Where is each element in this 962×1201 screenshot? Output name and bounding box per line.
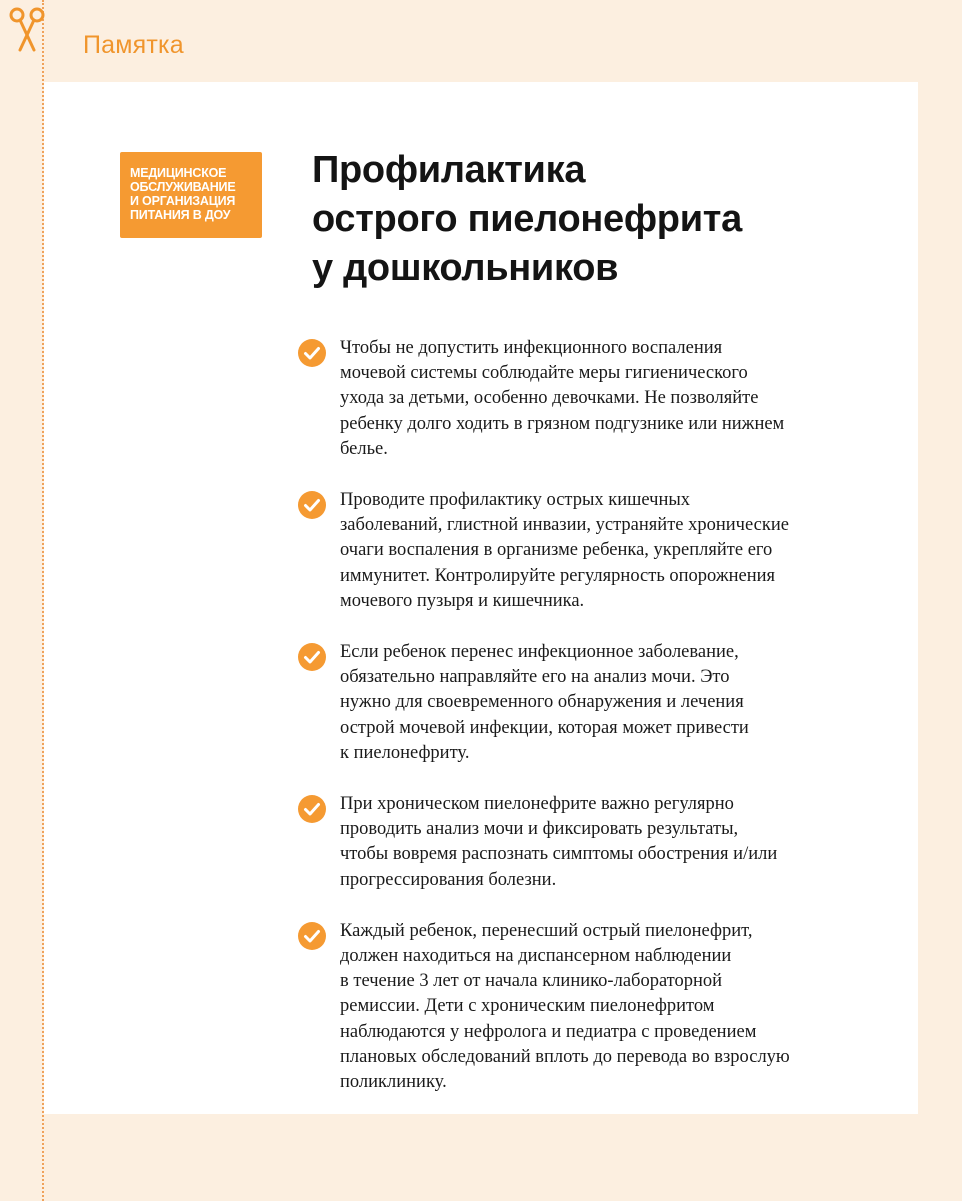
list-item	[298, 488, 878, 614]
tip-line: Если ребенок перенес инфекционное заболевание,	[340, 642, 739, 663]
tip-line: нужно для своевременного обнаружения и лечения	[340, 692, 744, 713]
tip-line: ухода за детьми, особенно девочками. Не позволяйте	[340, 388, 759, 409]
badge-line: И ОРГАНИЗАЦИЯ	[130, 194, 236, 208]
list-item	[298, 792, 878, 893]
list-item	[298, 336, 878, 462]
list-item	[298, 640, 878, 766]
tip-line: к пиелонефриту.	[340, 742, 470, 763]
checkmark-circle-icon	[298, 795, 326, 823]
tip-line: белье.	[340, 438, 388, 459]
tip-line: заболеваний, глистной инвазии, устраняйте хронические	[340, 515, 789, 536]
tip-line: чтобы вовремя распознать симптомы обострения и/или	[340, 844, 778, 865]
title-line: Профилактика	[312, 149, 586, 191]
tip-line: поликлинику.	[340, 1072, 447, 1093]
section-label: Памятка	[83, 31, 184, 59]
tip-line: иммунитет. Контролируйте регулярность опорожнения	[340, 565, 776, 586]
category-badge	[120, 152, 262, 238]
checkmark-circle-icon	[298, 491, 326, 519]
tip-line: в течение 3 лет от начала клинико-лабораторной	[340, 971, 723, 992]
tips-list	[298, 336, 878, 1121]
memo-card	[44, 82, 918, 1114]
checkmark-circle-icon	[298, 643, 326, 671]
checkmark-circle-icon	[298, 339, 326, 367]
title-line: острого пиелонефрита	[312, 198, 742, 240]
tip-line: должен находиться на диспансерном наблюдении	[340, 946, 732, 967]
title-line: у дошкольников	[312, 247, 619, 289]
page-title	[312, 146, 872, 293]
tip-line: мочевого пузыря и кишечника.	[340, 590, 585, 611]
tip-line: Проводите профилактику острых кишечных	[340, 490, 691, 511]
tip-line: проводить анализ мочи и фиксировать результаты,	[340, 819, 739, 840]
badge-line: ПИТАНИЯ В ДОУ	[130, 208, 231, 222]
tip-line: ремиссии. Дети с хроническим пиелонефритом	[340, 996, 715, 1017]
tip-line: очаги воспаления в организме ребенка, укрепляйте его	[340, 540, 773, 561]
tip-line: обязательно направляйте его на анализ мочи. Это	[340, 667, 730, 688]
tip-line: прогрессирования болезни.	[340, 869, 557, 890]
badge-line: ОБСЛУЖИВАНИЕ	[130, 180, 236, 194]
tip-line: наблюдаются у нефролога и педиатра с проведением	[340, 1021, 757, 1042]
tip-line: При хроническом пиелонефрите важно регулярно	[340, 794, 734, 815]
checkmark-circle-icon	[298, 922, 326, 950]
tip-line: плановых обследований вплоть до перевода во взрослую	[340, 1046, 790, 1067]
tip-line: мочевой системы соблюдайте меры гигиенического	[340, 363, 748, 384]
tip-line: Каждый ребенок, перенесший острый пиелонефрит,	[340, 920, 753, 941]
tip-line: ребенку долго ходить в грязном подгузнике или нижнем	[340, 413, 785, 434]
list-item	[298, 919, 878, 1095]
tip-line: острой мочевой инфекции, которая может привести	[340, 717, 749, 738]
tip-line: Чтобы не допустить инфекционного воспаления	[340, 338, 723, 358]
badge-line: МЕДИЦИНСКОЕ	[130, 166, 227, 180]
scissors-icon	[8, 6, 46, 58]
